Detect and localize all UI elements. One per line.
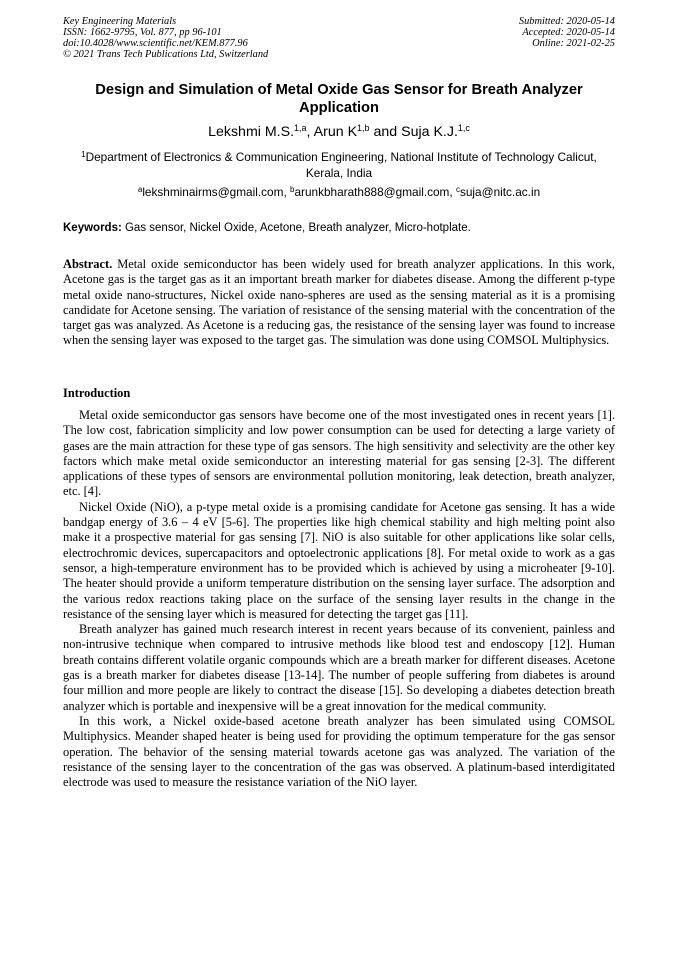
abstract-text: Metal oxide semiconductor has been widely used for breath analyzer applications. In this work, Acetone gas is the target gas as it an important breath marker for diabetes disease. Among the different p-type metal oxide nano-structures, Nickel oxide nano-spheres are used as the sensing material as it is a promising candidate for Acetone sensing. The variation of resistance of the sensing material with the concentration of the target gas was analyzed. As Acetone is a reducing gas, the resistance of the sensing layer was found to increase when the sensing layer was exposed to the target gas. The simulation was done using COMSOL Multiphysics. xyxy=(63,257,615,348)
section-heading-introduction: Introduction xyxy=(63,386,131,400)
author-name: Lekshmi M.S. xyxy=(208,124,295,140)
online-date: Online: 2021-02-25 xyxy=(532,38,615,49)
journal-copyright: © 2021 Trans Tech Publications Ltd, Switzerland xyxy=(63,49,269,60)
journal-info xyxy=(63,16,268,60)
accepted-date: Accepted: 2020-05-14 xyxy=(522,27,615,38)
author-name: Suja K.J. xyxy=(401,124,458,140)
submitted-date: Submitted: 2020-05-14 xyxy=(518,16,615,27)
author-list xyxy=(63,123,615,141)
author-name: Arun K xyxy=(313,124,358,140)
paragraph: Nickel Oxide (NiO), a p-type metal oxide is a promising candidate for Acetone gas sensing. It has a wide bandgap energy of 3.6 – 4 eV [5-6]. The properties like high chemical stability and high melting point also make it a prospective material for gas sensing [7]. NiO is also suitable for other applications like solar cells, electrochromic devices, supercapacitors and optoelectronic applications [8]. For metal oxide to work as a gas sensor, a high-temperature environment has to be provided which is achieved by using a microheater [9-10]. The heater should provide a uniform temperature distribution on the sensing layer surface. The adsorption and the various redox reactions taking place on the surface of the sensing layer results in the change in the resistance of the sensing layer which is measured for detecting the target gas [11]. xyxy=(63,499,615,621)
keywords xyxy=(63,220,615,236)
email-sup: b xyxy=(290,185,295,194)
email-link[interactable]: suja@nitc.ac.in xyxy=(459,185,541,199)
paragraph: Metal oxide semiconductor gas sensors have become one of the most investigated ones in recent years [1]. The low cost, fabrication simplicity and low power consumption can be used for detecting a large variety of gases are the main attraction for these type of gas sensors. The high sensitivity and selectivity are the other key factors which make metal oxide semiconductor an interesting material for gas sensing [2-3]. The different applications of these types of sensors are environmental pollution monitoring, leak detection, breath analyzer, etc. [4]. xyxy=(63,408,615,499)
journal-doi: doi:10.4028/www.scientific.net/KEM.877.96 xyxy=(63,38,248,49)
keywords-text: Gas sensor, Nickel Oxide, Acetone, Breath analyzer, Micro-hotplate. xyxy=(121,222,471,234)
abstract-label: Abstract. xyxy=(63,257,113,271)
abstract xyxy=(63,257,615,349)
email-sup: a xyxy=(137,185,143,194)
affiliation-sup: 1 xyxy=(81,150,86,159)
affiliation-text: Department of Electronics & Communication Engineering, National Institute of Technology Calicut, Kerala, India xyxy=(85,150,597,180)
author-sup: 1,a xyxy=(294,123,307,133)
author-sup: 1,c xyxy=(457,123,470,133)
email-sup: c xyxy=(455,185,460,194)
keywords-label: Keywords: xyxy=(63,222,122,234)
email-list: $^a$lekshminairms@gmail.com, $^b$arunkbharath888@gmail.com, $^c$suja@nitc.ac.in xyxy=(137,185,541,199)
journal-issn: ISSN: 1662-9795, Vol. 877, pp 96-101 xyxy=(63,27,222,38)
journal-name: Key Engineering Materials xyxy=(63,16,177,27)
email-link[interactable]: lekshminairms@gmail.com xyxy=(142,185,284,199)
email-link[interactable]: arunkbharath888@gmail.com xyxy=(294,185,450,199)
author-separator: , xyxy=(306,124,314,140)
paper-title: Design and Simulation of Metal Oxide Gas Sensor for Breath Analyzer Application xyxy=(95,82,583,116)
author-and: and xyxy=(369,124,402,140)
submission-dates xyxy=(519,16,615,49)
affiliation xyxy=(63,149,615,181)
author-sup: 1,b xyxy=(357,123,370,133)
introduction-body xyxy=(63,408,615,790)
paragraph: In this work, a Nickel oxide-based acetone breath analyzer has been simulated using COMSOL Multiphysics. Meander shaped heater is being used for providing the optimum temperature for the gas sensor operation. The behavior of the sensing material towards acetone gas was analyzed. The variation of the resistance of the sensing layer to the concentration of the gas was observed. A platinum-based interdigitated electrode was used to measure the resistance variation of the NiO layer. xyxy=(63,713,615,790)
paragraph: Breath analyzer has gained much research interest in recent years because of its convenient, painless and non-intrusive technique when compared to intrusive methods like blood test and endoscopy [12]. Human breath contains different volatile organic compounds which are a breath marker for different diseases. Acetone gas is a breath marker for diabetes disease [13-14]. The number of people suffering from diabetes is around four million and more people are likely to contract the disease [15]. So developing a diabetes detection breath analyzer which is portable and inexpensive will be a great innovation for the medical community. xyxy=(63,622,615,713)
